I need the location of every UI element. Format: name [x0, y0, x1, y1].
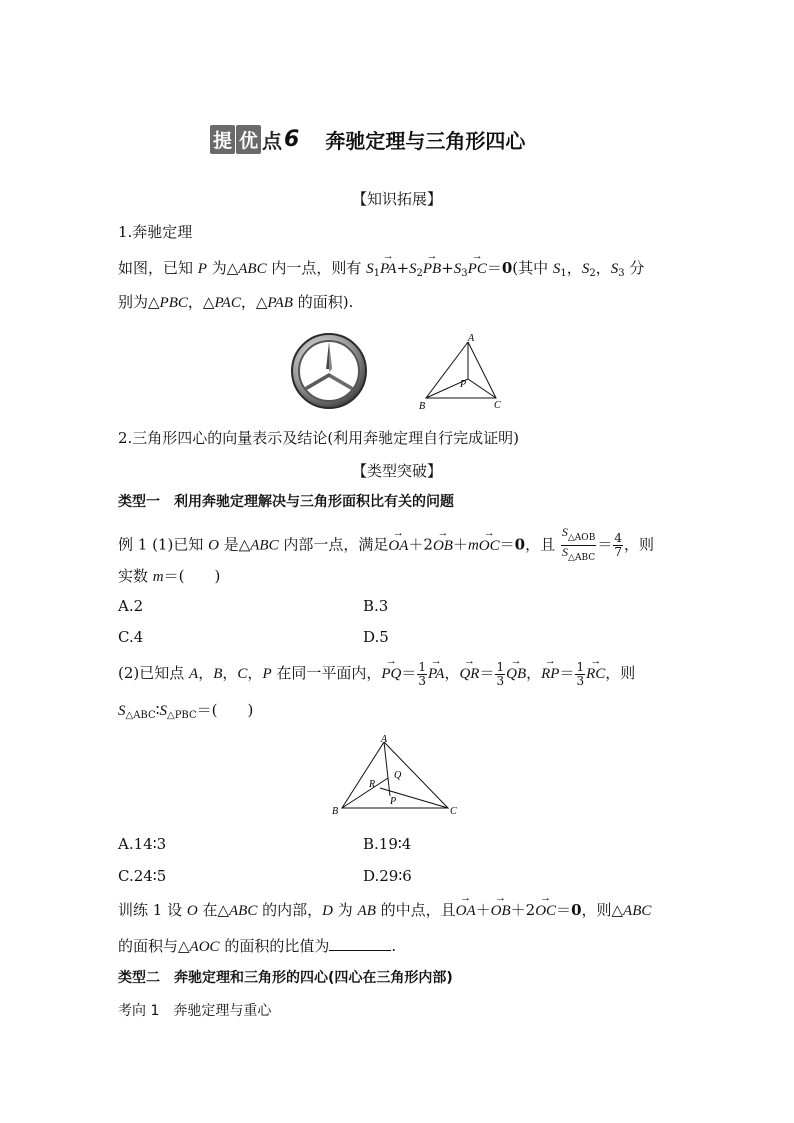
heading-tag-ti: 提 [210, 125, 235, 154]
var-m: m [467, 537, 479, 554]
figure-triangle-p [416, 332, 512, 412]
vector-pa: → PA [380, 259, 396, 279]
var-o: O [208, 537, 219, 554]
var-s2: S [409, 261, 417, 277]
equals: ＝ [401, 664, 417, 682]
label-c: C [450, 806, 457, 817]
var-ab: AB [357, 903, 376, 919]
comma: ， [444, 664, 460, 682]
numerator: 1 [576, 659, 585, 674]
var-abc: ABC [238, 261, 267, 277]
var-s: S [159, 703, 168, 719]
ex1-option-d[interactable]: D.5 [363, 628, 389, 646]
var-pac: PAC [214, 295, 241, 311]
numerator: 4 [614, 531, 622, 545]
text: 为 [332, 901, 358, 919]
denominator: 3 [496, 673, 505, 688]
var-d: D [322, 903, 333, 919]
vector-oa: → OA [388, 533, 408, 559]
vector-pc: → PC [468, 259, 487, 279]
text: 实数 [118, 567, 153, 585]
equals: ＝ [486, 259, 502, 277]
var-pbc: PBC [159, 295, 188, 311]
plus: ＋ [475, 901, 491, 919]
page-heading [210, 124, 525, 154]
plus: ＋ [452, 535, 468, 554]
text: ，△ [187, 293, 215, 311]
figure-triangle-pqr [326, 732, 466, 822]
var-s3: S [453, 261, 462, 277]
vector-ob: → OB [491, 901, 511, 921]
equals: ＝ [499, 535, 515, 554]
label-b: B [419, 401, 426, 412]
var-m: m [152, 569, 164, 585]
numerator: 1 [496, 659, 505, 674]
label-r: R [369, 779, 376, 790]
heading-tag-dian: 点 [262, 128, 283, 153]
label-p: P [390, 796, 397, 807]
var-c: C [237, 666, 248, 682]
item1-line1 [118, 258, 644, 284]
heading-tag-you: 优 [236, 125, 261, 154]
var-s1: S [552, 261, 561, 277]
comma: ， [198, 664, 214, 682]
text: 在△ [197, 901, 230, 919]
var-abc: ABC [229, 903, 258, 919]
var-s: S [561, 525, 568, 539]
train1-line1 [118, 900, 651, 921]
text: 的面积). [292, 293, 354, 311]
area-ratio-fraction [561, 526, 596, 565]
text: ＋2 [510, 901, 536, 919]
label-q: Q [394, 770, 402, 781]
text: 内一点，则有 [266, 259, 367, 277]
sub-abc: △ABC [568, 553, 596, 563]
text: ，则△ [581, 901, 624, 919]
text: 的面积与△ [118, 937, 190, 955]
vector-ob: → OB [433, 533, 453, 559]
ex2-option-c[interactable]: C.24∶5 [118, 867, 167, 885]
text: 是△ [218, 535, 251, 554]
numerator: 1 [418, 659, 427, 674]
text: (2)已知点 [118, 664, 190, 682]
text: 内部一点，满足 [278, 535, 389, 554]
text: ＋2 [408, 535, 433, 554]
sub-2: 2 [589, 268, 596, 279]
text: 训练 1 设 [118, 901, 187, 919]
sub-2: 2 [416, 268, 423, 279]
section-knowledge: 【知识拓展】 [351, 190, 442, 208]
plus: + [441, 259, 454, 277]
text: ，则 [623, 535, 654, 554]
vector-pa: → PA [428, 659, 444, 689]
var-s: S [562, 545, 569, 559]
vector-rp: → RP [541, 659, 559, 689]
comma: ， [566, 259, 582, 277]
vector-pb: → PB [423, 259, 441, 279]
var-s3: S [610, 261, 619, 277]
text: ＝( ) [163, 567, 221, 585]
ex2-line1 [118, 658, 635, 688]
denominator: 7 [614, 545, 622, 559]
colon: ∶ [155, 701, 160, 719]
var-b: B [213, 666, 223, 682]
sub-3: 3 [618, 268, 625, 279]
item1-line2 [118, 292, 353, 313]
fraction-third [417, 661, 427, 688]
train1-line2 [118, 936, 396, 957]
sub-1: 1 [560, 268, 567, 279]
text: ，且 [525, 535, 556, 554]
sub-aob: △AOB [567, 533, 596, 543]
text: 例 1 (1)已知 [118, 535, 209, 554]
var-o: O [186, 903, 198, 919]
vector-oa: → OA [456, 901, 476, 921]
ex1-line2 [118, 566, 220, 587]
comma: ， [222, 664, 238, 682]
comma: ， [526, 664, 542, 682]
ex2-option-d[interactable]: D.29∶6 [363, 867, 412, 885]
sub-3: 3 [461, 268, 468, 279]
zero-vector: 0 [514, 535, 526, 554]
label-a: A [468, 333, 475, 344]
var-pab: PAB [267, 295, 293, 311]
var-s2: S [581, 261, 590, 277]
vector-pq: → PQ [381, 659, 401, 689]
text: ，△ [240, 293, 268, 311]
text: 分 [624, 259, 645, 277]
direction1-title: 考向 1 奔驰定理与重心 [118, 1003, 272, 1019]
vector-oc: → OC [479, 533, 500, 559]
sub-abc: △ABC [125, 710, 156, 721]
vector-qr: → QR [459, 659, 479, 689]
item2-title: 2.三角形四心的向量表示及结论(利用奔驰定理自行完成证明) [118, 429, 520, 447]
vector-qb: → QB [506, 659, 526, 689]
fraction-third [495, 661, 505, 688]
page-title: 奔驰定理与三角形四心 [325, 128, 526, 153]
heading-tag-number: 6 [284, 126, 300, 152]
ex2-line2 [118, 700, 253, 726]
text: ，则 [605, 664, 636, 682]
type2-title: 类型二 奔驰定理和三角形的四心(四心在三角形内部) [118, 970, 453, 986]
var-p: P [262, 666, 272, 682]
ex2-option-a[interactable]: A.14∶3 [118, 835, 167, 853]
text: 别为△ [118, 293, 160, 311]
mercedes-logo-image [290, 332, 368, 410]
vector-oc: → OC [535, 901, 556, 921]
label-a: A [381, 734, 388, 745]
var-s: S [118, 703, 126, 719]
vector-rc: → RC [586, 659, 605, 689]
ratio-fraction [613, 532, 623, 559]
denominator: 3 [418, 673, 427, 688]
var-abc: ABC [623, 903, 652, 919]
var-a: A [189, 666, 199, 682]
text: (其中 [512, 259, 553, 277]
var-abc: ABC [250, 537, 279, 554]
text: 如图，已知 [118, 259, 198, 277]
text: 的中点，且 [375, 901, 456, 919]
type1-title: 类型一 利用奔驰定理解决与三角形面积比有关的问题 [118, 494, 454, 510]
text: ＝( ) [196, 701, 254, 719]
text: 为△ [206, 259, 239, 277]
ex1-option-c[interactable]: C.4 [118, 628, 144, 646]
fraction-third [575, 661, 585, 688]
denominator: 3 [576, 673, 585, 688]
label-b: B [332, 806, 339, 817]
text: 在同一平面内， [271, 664, 382, 682]
answer-blank[interactable] [329, 938, 391, 951]
section-types: 【类型突破】 [351, 462, 442, 480]
ex2-option-b[interactable]: B.19∶4 [363, 835, 412, 853]
equals: ＝ [559, 664, 575, 682]
label-c: C [494, 400, 501, 411]
var-s1: S [366, 261, 374, 277]
period: . [391, 937, 397, 955]
ex1-line1 [118, 525, 654, 563]
comma: ， [247, 664, 263, 682]
var-p: P [197, 261, 207, 277]
equals: ＝ [556, 901, 572, 919]
comma: ， [595, 259, 611, 277]
var-aoc: AOC [189, 939, 220, 955]
text: 的内部， [257, 901, 323, 919]
ex1-option-a[interactable]: A.2 [118, 597, 144, 615]
item1-title: 1.奔驰定理 [118, 223, 193, 241]
sub-pbc: △PBC [167, 710, 197, 721]
label-p: P [460, 379, 467, 390]
text: 的面积的比值为 [219, 937, 330, 955]
ex1-option-b[interactable]: B.3 [363, 597, 389, 615]
plus: + [396, 259, 410, 277]
zero-vector: 0 [571, 901, 582, 919]
equals: ＝ [597, 535, 613, 554]
zero-vector: 0 [501, 259, 513, 277]
equals: ＝ [479, 664, 495, 682]
sub-1: 1 [373, 268, 381, 279]
